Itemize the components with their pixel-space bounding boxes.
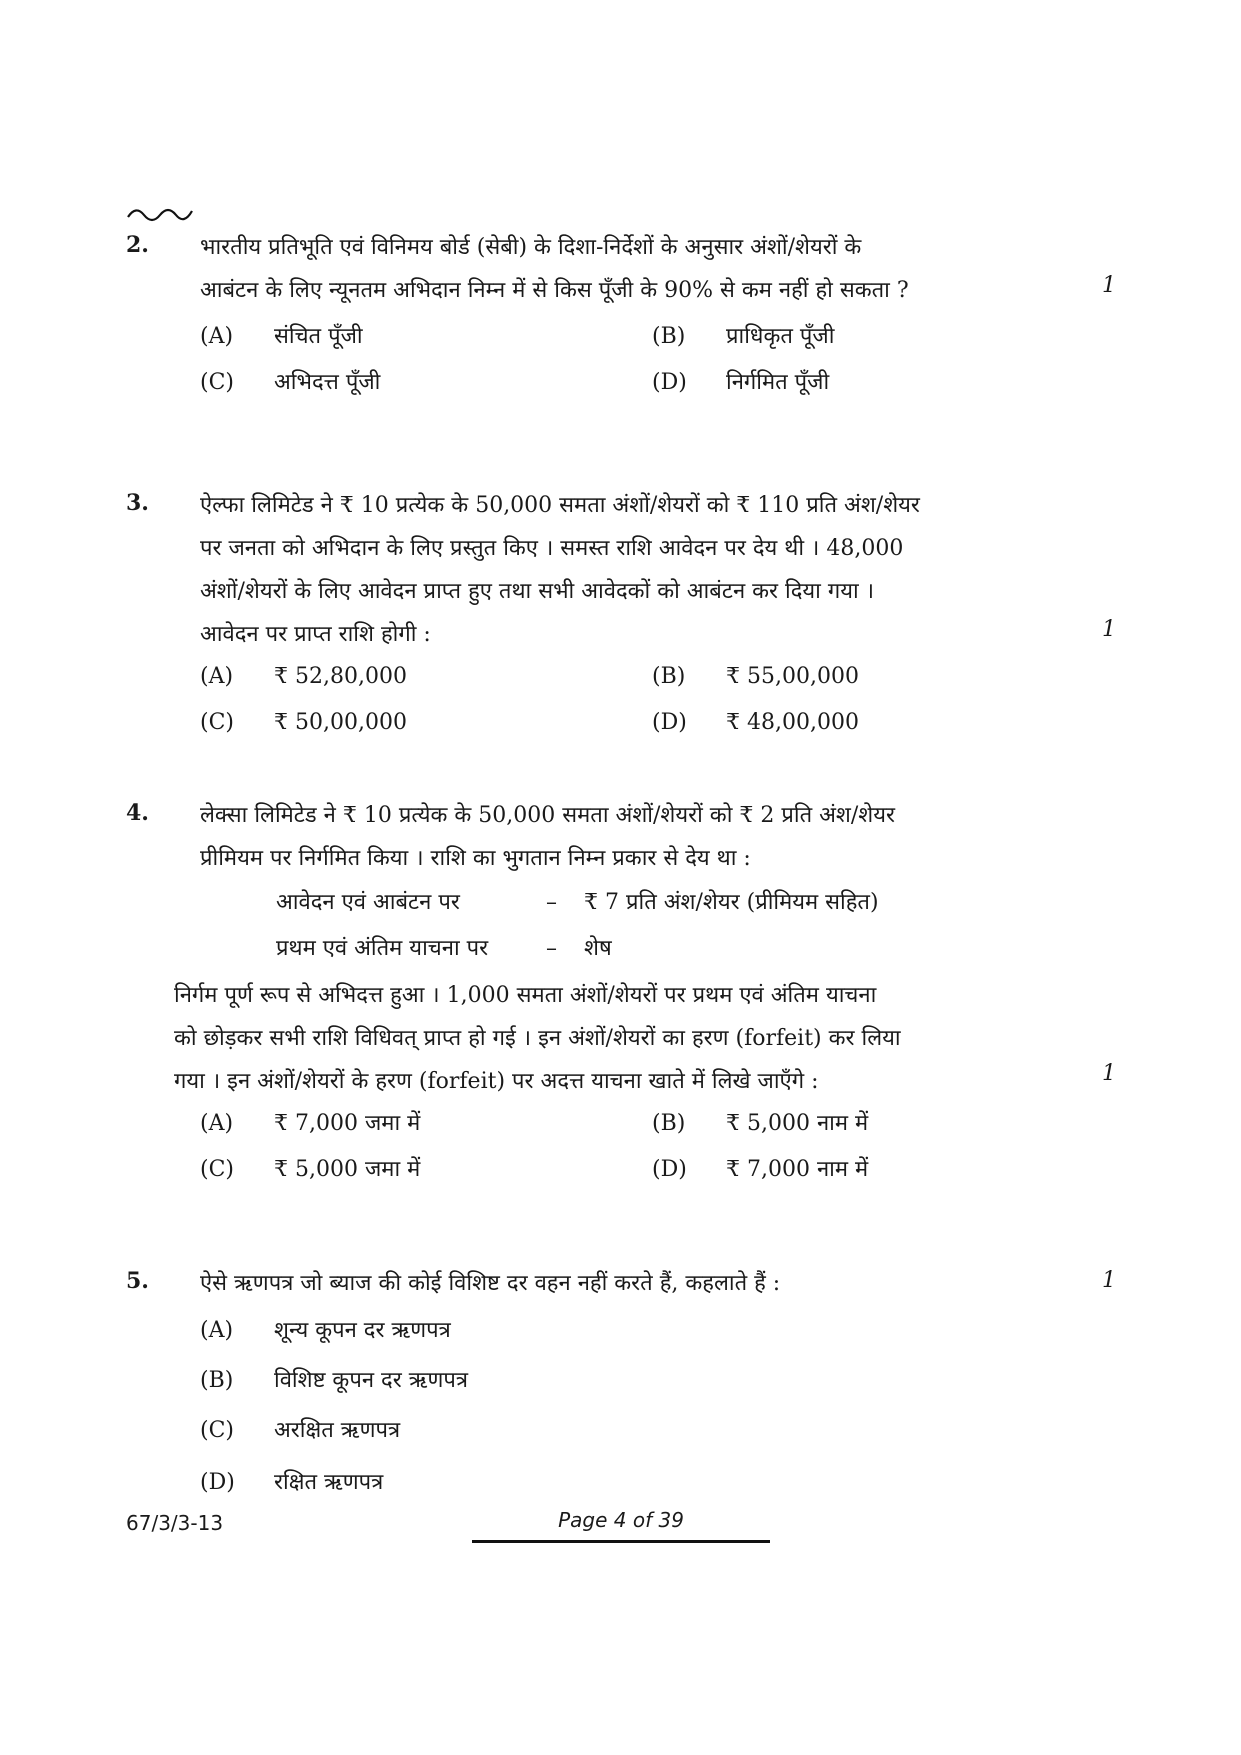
option-text: रक्षित ऋणपत्र <box>274 1470 384 1495</box>
option-text: अरक्षित ऋणपत्र <box>274 1418 401 1443</box>
marks: 1 <box>1102 617 1116 642</box>
question-line: लेक्सा लिमिटेड ने ₹ 10 प्रत्येक के 50,000 समता अंशों/शेयरों को ₹ 2 प्रति अंश/शेयर <box>200 803 896 828</box>
option-b <box>652 664 859 689</box>
option-text: ₹ 7,000 नाम में <box>726 1157 869 1182</box>
question-line: आवेदन पर प्राप्त राशि होगी : <box>200 622 431 647</box>
question-text <box>200 794 1062 880</box>
option-d <box>200 1466 383 1496</box>
option-d <box>652 710 859 735</box>
option-d <box>652 366 829 396</box>
option-label: (D) <box>652 710 687 735</box>
option-c <box>200 366 380 396</box>
question-number: 3. <box>126 490 149 516</box>
option-label: (D) <box>200 1470 235 1495</box>
option-b <box>652 320 834 350</box>
option-text: ₹ 52,80,000 <box>274 664 407 689</box>
schedule-label: आवेदन एवं आबंटन पर <box>276 890 460 915</box>
question-text <box>200 1262 1062 1305</box>
option-label: (C) <box>200 370 234 395</box>
question-text-continued <box>174 974 1062 1103</box>
option-text: ₹ 7,000 जमा में <box>274 1111 421 1136</box>
schedule-label: प्रथम एवं अंतिम याचना पर <box>276 936 489 961</box>
schedule-dash: – <box>546 936 557 961</box>
schedule-value: ₹ 7 प्रति अंश/शेयर (प्रीमियम सहित) <box>584 890 879 915</box>
option-text: शून्य कूपन दर ऋणपत्र <box>274 1318 451 1343</box>
option-a <box>200 320 363 350</box>
question-line: ऐसे ऋणपत्र जो ब्याज की कोई विशिष्ट दर वहन नहीं करते हैं, कहलाते हैं : <box>200 1271 781 1296</box>
marks: 1 <box>1102 273 1116 298</box>
option-text: विशिष्ट कूपन दर ऋणपत्र <box>274 1368 469 1393</box>
option-label: (D) <box>652 370 687 395</box>
schedule-value: शेष <box>584 936 612 961</box>
wave-mark-icon <box>126 203 196 223</box>
question-line: को छोड़कर सभी राशि विधिवत् प्राप्त हो गई । इन अंशों/शेयरों का हरण (forfeit) कर लिया <box>174 1026 901 1051</box>
option-label: (A) <box>200 1111 234 1136</box>
question-line: अंशों/शेयरों के लिए आवेदन प्राप्त हुए तथा सभी आवेदकों को आबंटन कर दिया गया । <box>200 579 875 604</box>
option-label: (B) <box>652 324 686 349</box>
option-label: (A) <box>200 324 234 349</box>
marks: 1 <box>1102 1061 1116 1086</box>
option-text: ₹ 5,000 जमा में <box>274 1157 421 1182</box>
schedule-dash: – <box>546 890 557 915</box>
option-text: अभिदत्त पूँजी <box>274 370 381 395</box>
option-text: ₹ 50,00,000 <box>274 710 407 735</box>
question-line: पर जनता को अभिदान के लिए प्रस्तुत किए । समस्त राशि आवेदन पर देय थी । 48,000 <box>200 536 904 561</box>
option-label: (B) <box>652 1111 686 1136</box>
option-b <box>652 1107 868 1137</box>
option-text: प्राधिकृत पूँजी <box>726 324 835 349</box>
option-a <box>200 664 407 689</box>
option-label: (B) <box>200 1368 234 1393</box>
payment-schedule-row-1 <box>276 886 879 916</box>
option-label: (A) <box>200 1318 234 1343</box>
option-text: संचित पूँजी <box>274 324 363 349</box>
option-b <box>200 1364 468 1394</box>
question-number: 5. <box>126 1268 149 1294</box>
question-line: ऐल्फा लिमिटेड ने ₹ 10 प्रत्येक के 50,000 समता अंशों/शेयरों को ₹ 110 प्रति अंश/शेयर <box>200 493 920 518</box>
option-text: ₹ 55,00,000 <box>726 664 859 689</box>
option-a <box>200 1107 420 1137</box>
question-line: प्रीमियम पर निर्गमित किया । राशि का भुगतान निम्न प्रकार से देय था : <box>200 846 751 871</box>
option-label: (B) <box>652 664 686 689</box>
question-line: निर्गम पूर्ण रूप से अभिदत्त हुआ । 1,000 समता अंशों/शेयरों पर प्रथम एवं अंतिम याचना <box>174 983 877 1008</box>
option-text: निर्गमित पूँजी <box>726 370 830 395</box>
option-label: (D) <box>652 1157 687 1182</box>
page-number: Page 4 of 39 <box>472 1508 770 1543</box>
option-d <box>652 1153 868 1183</box>
option-c <box>200 1153 420 1183</box>
option-c <box>200 1414 400 1444</box>
option-a <box>200 1314 451 1344</box>
marks: 1 <box>1102 1268 1116 1293</box>
question-text <box>200 484 1062 656</box>
option-label: (A) <box>200 664 234 689</box>
option-text: ₹ 48,00,000 <box>726 710 859 735</box>
option-label: (C) <box>200 710 234 735</box>
question-line: भारतीय प्रतिभूति एवं विनिमय बोर्ड (सेबी) के दिशा-निर्देशों के अनुसार अंशों/शेयरों के <box>200 235 862 260</box>
paper-code: 67/3/3-13 <box>126 1511 224 1535</box>
question-text <box>200 226 1062 312</box>
option-c <box>200 710 407 735</box>
option-label: (C) <box>200 1418 234 1443</box>
question-line: गया । इन अंशों/शेयरों के हरण (forfeit) पर अदत्त याचना खाते में लिखे जाएँगे : <box>174 1069 819 1094</box>
question-number: 2. <box>126 232 149 258</box>
payment-schedule-row-2 <box>276 932 612 962</box>
option-text: ₹ 5,000 नाम में <box>726 1111 869 1136</box>
option-label: (C) <box>200 1157 234 1182</box>
question-number: 4. <box>126 800 149 826</box>
question-line: आबंटन के लिए न्यूनतम अभिदान निम्न में से किस पूँजी के 90% से कम नहीं हो सकता ? <box>200 278 909 303</box>
